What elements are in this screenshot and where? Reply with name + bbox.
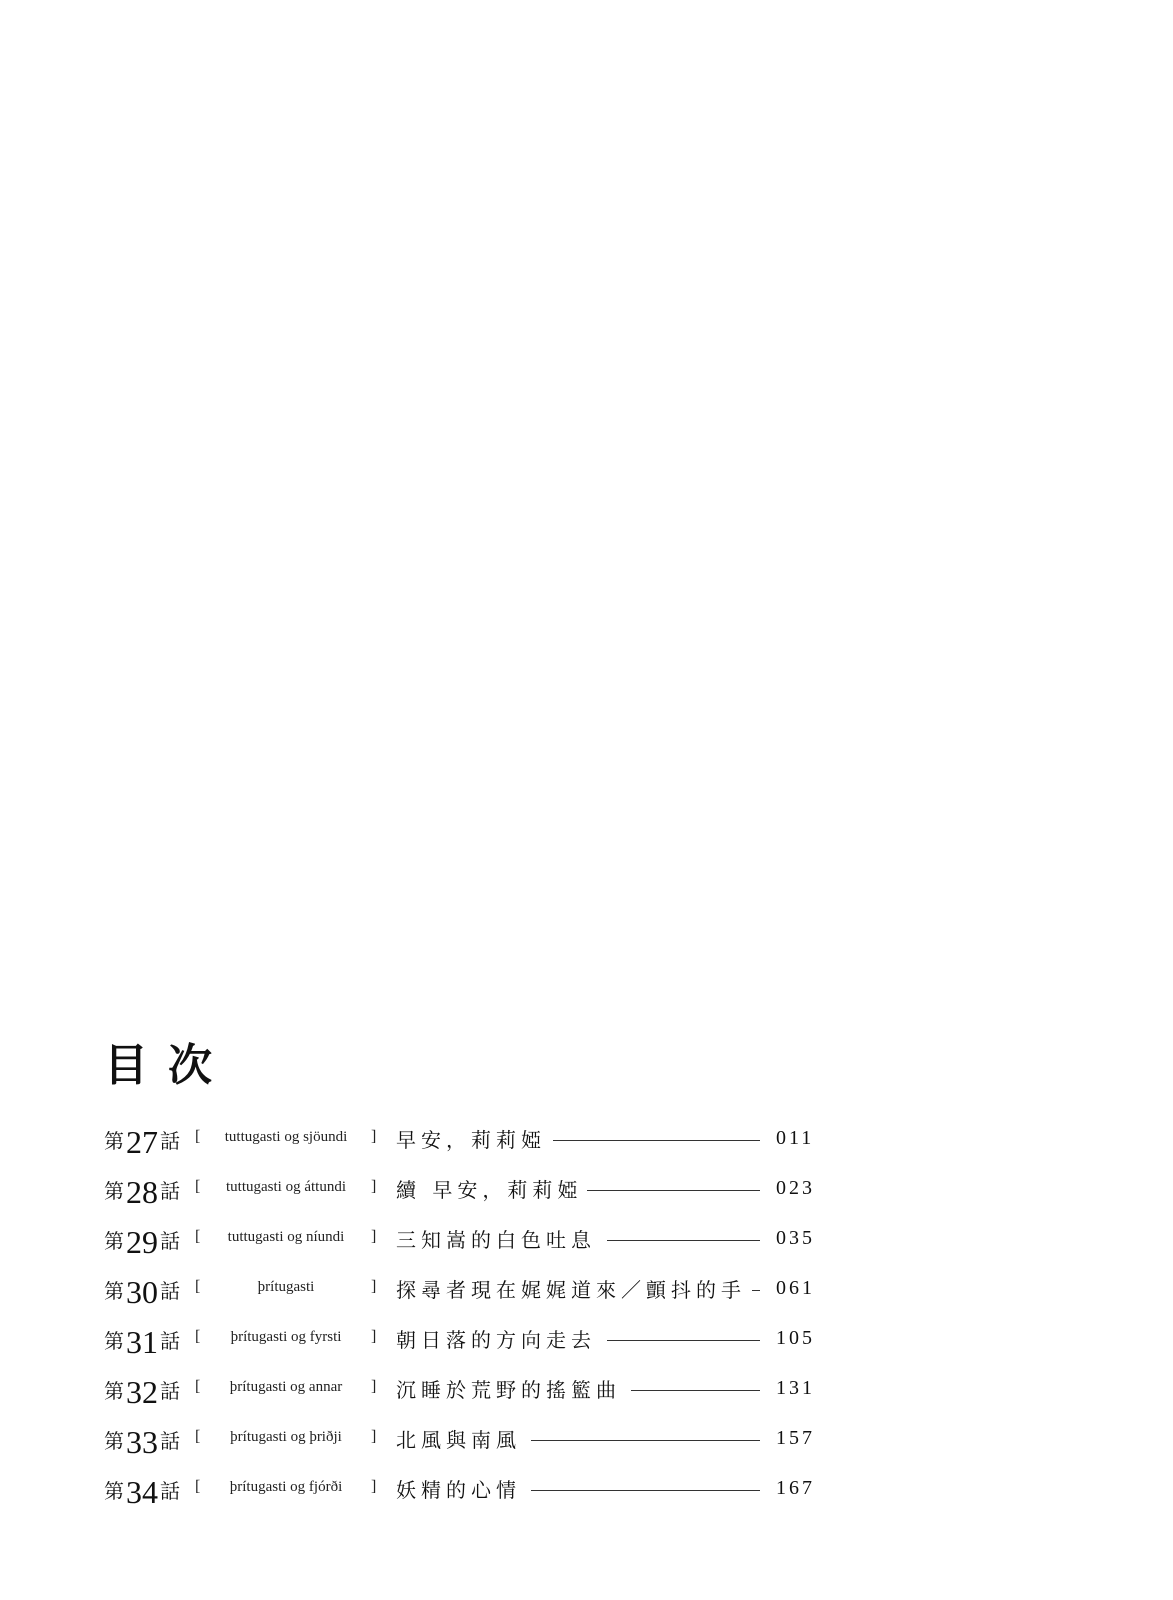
chapter-prefix: 第 bbox=[104, 1179, 124, 1203]
chapter-title: 三知嵩的白色吐息 bbox=[396, 1228, 596, 1252]
chapter-suffix: 話 bbox=[160, 1229, 180, 1253]
dot-leader bbox=[607, 1240, 760, 1241]
bracket-open: [ bbox=[195, 1328, 201, 1345]
chapter-prefix: 第 bbox=[104, 1279, 124, 1303]
chapter-suffix: 話 bbox=[160, 1479, 180, 1503]
toc-entry[interactable] bbox=[0, 1318, 1173, 1362]
chapter-suffix: 話 bbox=[160, 1179, 180, 1203]
dot-leader bbox=[531, 1440, 760, 1441]
toc-entry[interactable] bbox=[0, 1468, 1173, 1512]
chapter-number: 27 bbox=[126, 1124, 158, 1160]
chapter-prefix: 第 bbox=[104, 1329, 124, 1353]
chapter-prefix: 第 bbox=[104, 1379, 124, 1403]
page-number: 131 bbox=[776, 1377, 815, 1399]
chapter-number: 30 bbox=[126, 1274, 158, 1310]
toc-entry[interactable] bbox=[0, 1218, 1173, 1262]
chapter-number: 28 bbox=[126, 1174, 158, 1210]
chapter-suffix: 話 bbox=[160, 1379, 180, 1403]
chapter-subtitle: tuttugasti og níundi bbox=[227, 1229, 345, 1245]
bracket-close: ] bbox=[371, 1178, 377, 1195]
chapter-label bbox=[104, 1268, 180, 1312]
bracket-close: ] bbox=[371, 1378, 377, 1395]
toc-entry[interactable] bbox=[0, 1418, 1173, 1462]
page-number: 061 bbox=[776, 1277, 815, 1299]
dot-leader bbox=[587, 1190, 760, 1191]
bracket-close: ] bbox=[371, 1328, 377, 1345]
chapter-title: 朝日落的方向走去 bbox=[396, 1328, 596, 1352]
bracket-open: [ bbox=[195, 1228, 201, 1245]
bracket-open: [ bbox=[195, 1378, 201, 1395]
bracket-close: ] bbox=[371, 1228, 377, 1245]
chapter-title: 續 早安，莉莉婭 bbox=[396, 1178, 583, 1202]
page-number: 035 bbox=[776, 1227, 815, 1249]
page-number: 023 bbox=[776, 1177, 815, 1199]
chapter-label bbox=[104, 1118, 180, 1162]
chapter-suffix: 話 bbox=[160, 1129, 180, 1153]
toc-entry[interactable] bbox=[0, 1368, 1173, 1412]
chapter-subtitle: þrítugasti og þriðji bbox=[230, 1429, 342, 1445]
chapter-title: 北風與南風 bbox=[396, 1428, 521, 1452]
bracket-close: ] bbox=[371, 1278, 377, 1295]
chapter-number: 31 bbox=[126, 1324, 158, 1360]
bracket-open: [ bbox=[195, 1478, 201, 1495]
chapter-prefix: 第 bbox=[104, 1129, 124, 1153]
chapter-number: 33 bbox=[126, 1424, 158, 1460]
bracket-open: [ bbox=[195, 1178, 201, 1195]
dot-leader bbox=[607, 1340, 760, 1341]
chapter-subtitle: þrítugasti og annar bbox=[229, 1379, 343, 1395]
chapter-label bbox=[104, 1218, 180, 1262]
chapter-suffix: 話 bbox=[160, 1329, 180, 1353]
dot-leader bbox=[752, 1290, 760, 1291]
dot-leader bbox=[631, 1390, 760, 1391]
dot-leader bbox=[531, 1490, 760, 1491]
chapter-subtitle: tuttugasti og áttundi bbox=[226, 1179, 346, 1195]
chapter-subtitle: tuttugasti og sjöundi bbox=[224, 1129, 348, 1145]
chapter-label bbox=[104, 1468, 180, 1512]
page-number: 167 bbox=[776, 1477, 815, 1499]
chapter-label bbox=[104, 1418, 180, 1462]
chapter-number: 34 bbox=[126, 1474, 158, 1510]
chapter-prefix: 第 bbox=[104, 1429, 124, 1453]
chapter-subtitle: þrítugasti og fjórði bbox=[229, 1479, 343, 1495]
bracket-open: [ bbox=[195, 1128, 201, 1145]
bracket-open: [ bbox=[195, 1428, 201, 1445]
toc-heading: 目次 bbox=[104, 1040, 232, 1091]
toc-entry[interactable] bbox=[0, 1268, 1173, 1312]
chapter-number: 29 bbox=[126, 1224, 158, 1260]
chapter-title: 妖精的心情 bbox=[396, 1478, 521, 1502]
chapter-prefix: 第 bbox=[104, 1479, 124, 1503]
chapter-suffix: 話 bbox=[160, 1279, 180, 1303]
bracket-close: ] bbox=[371, 1428, 377, 1445]
chapter-title: 探尋者現在娓娓道來／顫抖的手 bbox=[396, 1278, 746, 1302]
chapter-number: 32 bbox=[126, 1374, 158, 1410]
chapter-suffix: 話 bbox=[160, 1429, 180, 1453]
chapter-label bbox=[104, 1318, 180, 1362]
bracket-close: ] bbox=[371, 1128, 377, 1145]
chapter-subtitle: þrítugasti og fyrsti bbox=[230, 1329, 342, 1345]
toc-entry[interactable] bbox=[0, 1168, 1173, 1212]
page-number: 157 bbox=[776, 1427, 815, 1449]
bracket-open: [ bbox=[195, 1278, 201, 1295]
bracket-close: ] bbox=[371, 1478, 377, 1495]
chapter-label bbox=[104, 1168, 180, 1212]
chapter-subtitle: þrítugasti bbox=[257, 1279, 315, 1295]
chapter-title: 沉睡於荒野的搖籃曲 bbox=[396, 1378, 621, 1402]
page-number: 011 bbox=[776, 1127, 815, 1149]
chapter-label bbox=[104, 1368, 180, 1412]
page-number: 105 bbox=[776, 1327, 815, 1349]
toc-entry[interactable] bbox=[0, 1118, 1173, 1162]
chapter-prefix: 第 bbox=[104, 1229, 124, 1253]
dot-leader bbox=[553, 1140, 760, 1141]
chapter-title: 早安，莉莉婭 bbox=[396, 1128, 546, 1152]
